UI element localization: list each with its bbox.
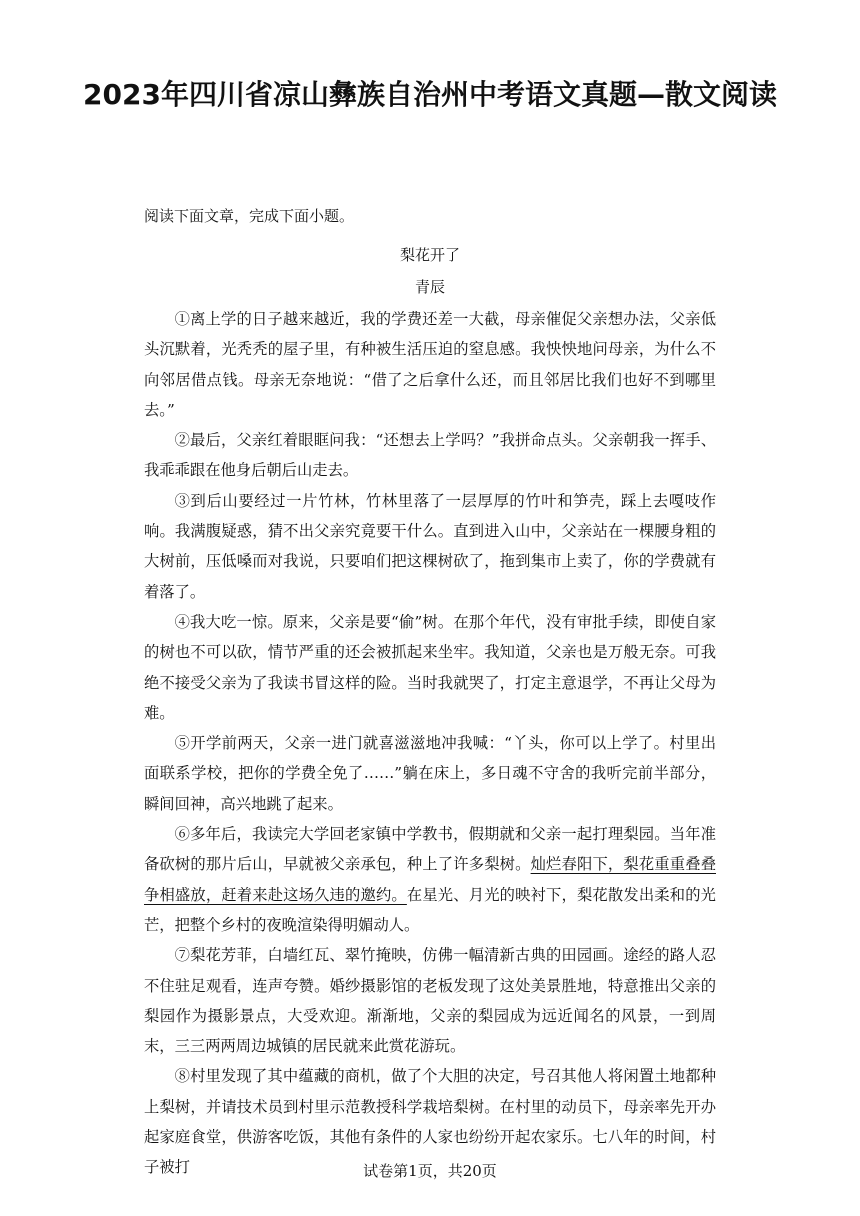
paragraph-7: ⑦梨花芳菲，白墙红瓦、翠竹掩映，仿佛一幅清新古典的田园画。途经的路人忍不住驻足观看，连声夸赞。婚纱摄影馆的老板发现了这处美景胜地，特意推出父亲的梨园作为摄影景点，大受欢迎。渐渐地，父亲的梨园成为远近闻名的风景，一到周末，三三两两周边城镇的居民就来此赏花游玩。 — [144, 946, 716, 1056]
page-title: 2023年四川省凉山彝族自治州中考语文真题—散文阅读 — [83, 78, 777, 111]
article-title: 梨花开了 — [399, 246, 460, 264]
paragraph-2: ②最后，父亲红着眼眶问我：“还想去上学吗？”我拼命点头。父亲朝我一挥手、我乖乖跟在他身后朝后山走去。 — [144, 431, 716, 480]
paragraph-6-lead: ⑥多年后，我读完大学回老家镇中学教书，假期就和父亲一起打理梨园。当年准备砍树的那片后山，早就被父亲承包，种上了许多梨树。 — [144, 825, 716, 874]
instruction-text: 阅读下面文章，完成下面小题。 — [144, 207, 355, 225]
article-body — [144, 304, 716, 1183]
paragraph-1: ①离上学的日子越来越近，我的学费还差一大截，母亲催促父亲想办法，父亲低头沉默着，光秃秃的屋子里，有种被生活压迫的窒息感。我怏怏地问母亲，为什么不向邻居借点钱。母亲无奈地说：“借了之后拿什么还，而且邻居比我们也好不到哪里去。” — [144, 310, 716, 419]
page-footer: 试卷第1页，共20页 — [363, 1162, 497, 1180]
underlined-sentence: 灿烂春阳下，梨花重重叠叠争相盛放，赶着来赴这场久违的邀约。 — [144, 855, 716, 904]
paragraph-8: ⑧村里发现了其中蕴藏的商机，做了个大胆的决定，号召其他人将闲置土地都种上梨树，并请技术员到村里示范教授科学栽培梨树。在村里的动员下，母亲率先开办起家庭食堂，供游客吃饭，其他有条件的人家也纷纷开起农家乐。七八年的时间，村子被打 — [144, 1067, 716, 1177]
paragraph-3: ③到后山要经过一片竹林，竹林里落了一层厚厚的竹叶和笋壳，踩上去嘎吱作响。我满腹疑惑，猜不出父亲究竟要干什么。直到进入山中，父亲站在一棵腰身粗的大树前，压低嗓而对我说，只要咱们把这棵树砍了，拖到集市上卖了，你的学费就有着落了。 — [144, 491, 716, 601]
paragraph-4: ④我大吃一惊。原来，父亲是要“偷”树。在那个年代，没有审批手续，即使自家的树也不可以砍，情节严重的还会被抓起来坐牢。我知道，父亲也是万般无奈。可我绝不接受父亲为了我读书冒这样的险。当时我就哭了，打定主意退学，不再让父母为难。 — [144, 612, 716, 722]
paragraph-5: ⑤开学前两天，父亲一进门就喜滋滋地冲我喊：“丫头，你可以上学了。村里出面联系学校，把你的学费全免了……”躺在床上，多日魂不守舍的我听完前半部分，瞬间回神，高兴地跳了起来。 — [144, 734, 716, 813]
article-author: 青辰 — [414, 278, 445, 296]
paragraph-6-tail: 在星光、月光的映衬下，梨花散发出柔和的光芒，把整个乡村的夜晚渲染得明媚动人。 — [144, 885, 716, 934]
paragraph-6 — [144, 819, 716, 940]
